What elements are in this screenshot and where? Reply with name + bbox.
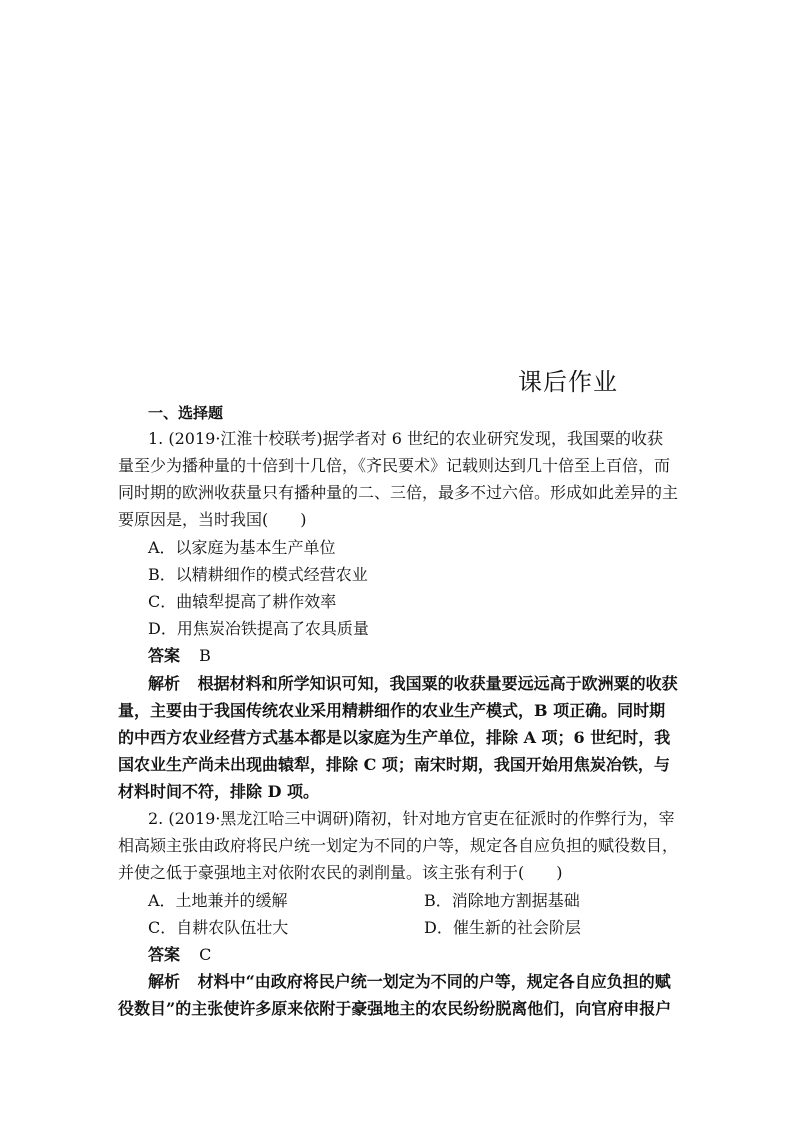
- answer-value: B: [199, 646, 211, 665]
- analysis-text: 根据材料和所学知识可知，我国粟的收获量要远远高于欧洲粟的收获量，主要由于我国传统农业采用精耕细作的农业生产模式，B 项正确。同时期的中西方农业经营方式基本都是以家庭为生产单位，排除 A 项；6 世纪时，我国农业生产尚未出现曲辕犁，排除 C 项；南宋时期，我国开始用焦炭冶铁，与材料时间不符，排除 D 项。: [118, 674, 678, 801]
- question-1-answer: [148, 646, 211, 666]
- analysis-label: 解析: [148, 674, 181, 693]
- question-2-option-c: C．自耕农队伍壮大: [148, 918, 289, 937]
- answer-label: 答案: [148, 945, 181, 964]
- analysis-label: 解析: [148, 972, 181, 991]
- question-2-analysis: [118, 968, 678, 1022]
- page-title: 课后作业: [518, 368, 618, 396]
- question-1-option-d: D．用焦炭冶铁提高了农具质量: [148, 619, 369, 638]
- answer-value: C: [199, 945, 212, 964]
- analysis-text: 材料中“由政府将民户统一划定为不同的户等，规定各自应负担的赋役数目”的主张使许多原来依附于豪强地主的农民纷纷脱离他们，向官府申报户: [118, 972, 672, 1018]
- question-1-option-a: A．以家庭为基本生产单位: [148, 538, 336, 557]
- question-1-analysis: [118, 670, 678, 805]
- question-1-option-b: B．以精耕细作的模式经营农业: [148, 565, 368, 584]
- question-1-stem: 1. (2019·江淮十校联考)据学者对 6 世纪的农业研究发现，我国粟的收获量至少为播种量的十倍到十几倍，《齐民要术》记载则达到几十倍至上百倍，而同时期的欧洲收获量只有播种量的二、三倍，最多不过六倍。形成如此差异的主要原因是，当时我国( ): [118, 429, 679, 529]
- question-2-stem: 2. (2019·黑龙江哈三中调研)隋初，针对地方官吏在征派时的作弊行为，宰相高颎主张由政府将民户统一划定为不同的户等，规定各自应负担的赋役数目，并使之低于豪强地主对依附农民的剥削量。该主张有利于( ): [118, 809, 679, 882]
- question-2-option-a: A．土地兼并的缓解: [148, 891, 288, 910]
- question-2-answer: [148, 945, 211, 965]
- question-2-option-d: D．催生新的社会阶层: [424, 918, 581, 937]
- answer-label: 答案: [148, 646, 181, 665]
- question-2-option-b: B．消除地方割据基础: [424, 891, 580, 910]
- question-1-option-c: C．曲辕犁提高了耕作效率: [148, 592, 337, 611]
- section-heading: 一、选择题: [148, 404, 224, 422]
